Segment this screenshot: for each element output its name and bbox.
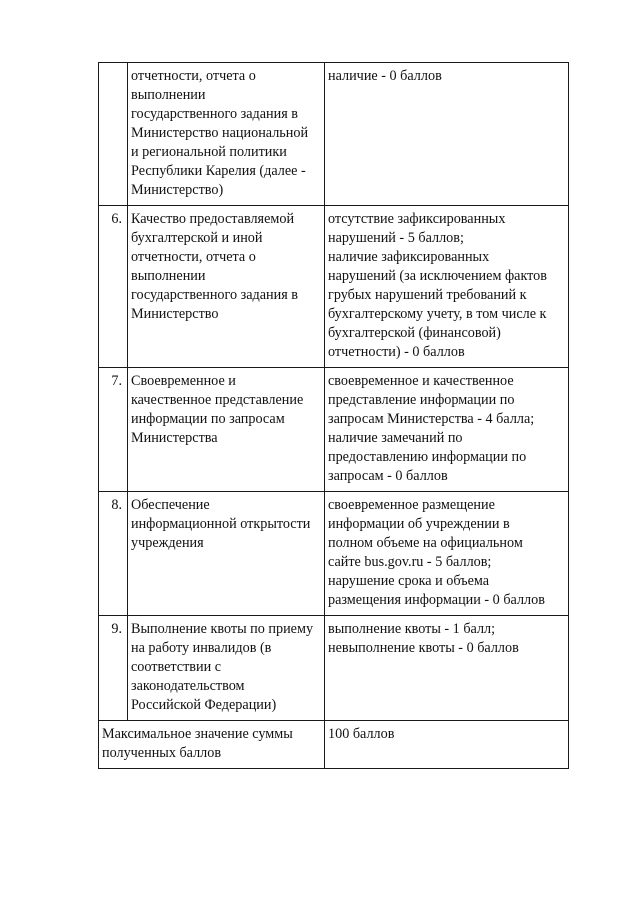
score-cell: выполнение квоты - 1 балл; невыполнение квоты - 0 баллов — [325, 616, 569, 721]
table-row — [99, 63, 569, 206]
criterion-cell: Обеспечение информационной открытости учреждения — [128, 492, 325, 616]
score-cell: наличие - 0 баллов — [325, 63, 569, 206]
total-value: 100 баллов — [325, 721, 569, 769]
total-label: Максимальное значение суммы полученных баллов — [99, 721, 325, 769]
score-cell: отсутствие зафиксированных нарушений - 5 баллов; наличие зафиксированных нарушений (за исключением фактов грубых нарушений требований к бухгалтерскому учету, в том числе к бухгалтерской (финансовой) отчетности) - 0 баллов — [325, 206, 569, 368]
criterion-cell: отчетности, отчета о выполнении государственного задания в Министерство национальной и региональной политики Республики Карелия (далее - Министерство) — [128, 63, 325, 206]
criterion-cell: Качество предоставляемой бухгалтерской и иной отчетности, отчета о выполнении государственного задания в Министерство — [128, 206, 325, 368]
table-row — [99, 616, 569, 721]
total-row — [99, 721, 569, 769]
row-number: 8. — [99, 492, 128, 616]
score-cell: своевременное и качественное представление информации по запросам Министерства - 4 балла; наличие замечаний по предоставлению информации по запросам - 0 баллов — [325, 368, 569, 492]
row-number: 9. — [99, 616, 128, 721]
row-number — [99, 63, 128, 206]
table-row — [99, 206, 569, 368]
score-cell: своевременное размещение информации об учреждении в полном объеме на официальном сайте bus.gov.ru - 5 баллов; нарушение срока и объема размещения информации - 0 баллов — [325, 492, 569, 616]
row-number: 7. — [99, 368, 128, 492]
row-number: 6. — [99, 206, 128, 368]
criterion-cell: Выполнение квоты по приему на работу инвалидов (в соответствии с законодательством Российской Федерации) — [128, 616, 325, 721]
table-row — [99, 368, 569, 492]
table-row — [99, 492, 569, 616]
criteria-table — [98, 62, 569, 769]
criterion-cell: Своевременное и качественное представление информации по запросам Министерства — [128, 368, 325, 492]
